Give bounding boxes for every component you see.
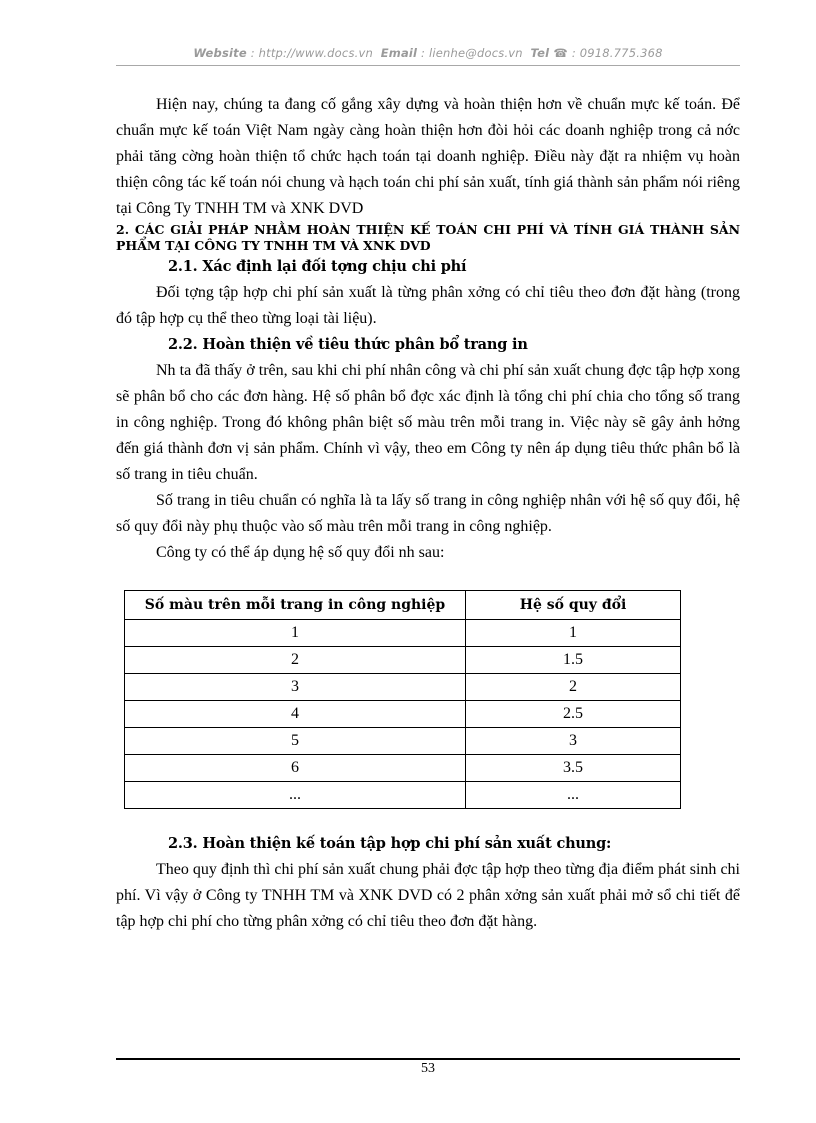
table-header-colors: Số màu trên mỗi trang in công nghiệp bbox=[125, 591, 466, 620]
paragraph-2-2-c: Công ty có thể áp dụng hệ số quy đổi nh sau: bbox=[156, 544, 445, 561]
table-cell-colors: 1 bbox=[125, 620, 466, 647]
table-cell-colors: 2 bbox=[125, 647, 466, 674]
table-header-coefficient: Hệ số quy đổi bbox=[466, 591, 681, 620]
table-cell-colors: 4 bbox=[125, 701, 466, 728]
intro-paragraph: Hiện nay, chúng ta đang cố gắng xây dựng và hoàn thiện hơn về chuẩn mực kế toán. Để chuẩn mực kế toán Việt Nam ngày càng hoàn thiện hơn đòi hỏi các doanh nghiệp trong cả nớc phải tăng cờng hoàn thiện tổ chức hạch toán tại doanh nghiệp. Điều này đặt ra nhiệm vụ hoàn thiện công tác kế toán nói chung và hạch toán chi phí sản xuất, tính giá thành sản phẩm nói riêng tại Công Ty TNHH TM và XNK DVD bbox=[116, 96, 740, 217]
table-cell-coefficient: 2 bbox=[466, 674, 681, 701]
table-row bbox=[125, 701, 681, 728]
website-value: : http://www.docs.vn bbox=[250, 46, 373, 60]
table-cell-coefficient: 3.5 bbox=[466, 755, 681, 782]
paragraph-2-2-a: Nh ta đã thấy ở trên, sau khi chi phí nhân công và chi phí sản xuất chung đợc tập hợp xong sẽ phân bổ cho các đơn hàng. Hệ số phân bổ đợc xác định là tổng chi phí chia cho tổng số trang in công nghiệp. Trong đó không phân biệt số màu trên mỗi trang in. Việc này sẽ gây ảnh hởng đến giá thành đơn vị sản phẩm. Chính vì vậy, theo em Công ty nên áp dụng tiêu thức phân bổ là số trang in tiêu chuẩn. bbox=[116, 362, 740, 483]
header-divider bbox=[116, 65, 740, 66]
email-value: : lienhe@docs.vn bbox=[421, 46, 523, 60]
heading-2-1: 2.1. Xác định lại đối tợng chịu chi phí bbox=[168, 258, 467, 275]
heading-2-2: 2.2. Hoàn thiện về tiêu thức phân bổ trang in bbox=[168, 336, 528, 353]
table-cell-colors: 6 bbox=[125, 755, 466, 782]
table-row bbox=[125, 647, 681, 674]
paragraph-2-1: Đối tợng tập hợp chi phí sản xuất là từng phân xởng có chỉ tiêu theo đơn đặt hàng (trong đó tập hợp cụ thể theo từng loại tài liệu). bbox=[116, 284, 740, 327]
tel-label: Tel ☎ bbox=[530, 46, 568, 60]
table-row bbox=[125, 674, 681, 701]
page-number: 53 bbox=[421, 1061, 435, 1076]
tel-value: : 0918.775.368 bbox=[571, 46, 663, 60]
table-row bbox=[125, 620, 681, 647]
table-row bbox=[125, 728, 681, 755]
email-label: Email bbox=[380, 46, 418, 60]
table-cell-colors: ... bbox=[125, 782, 466, 809]
document-body bbox=[116, 92, 740, 935]
footer-divider bbox=[116, 1058, 740, 1060]
table-header-row bbox=[125, 591, 681, 620]
table-row bbox=[125, 755, 681, 782]
website-label: Website bbox=[193, 46, 247, 60]
table-cell-coefficient: 2.5 bbox=[466, 701, 681, 728]
section-title: 2. CÁC GIẢI PHÁP NHẰM HOÀN THIỆN KẾ TOÁN CHI PHÍ VÀ TÍNH GIÁ THÀNH SẢN PHẨM TẠI CÔNG TY TNHH TM VÀ XNK DVD bbox=[116, 222, 740, 253]
table-cell-coefficient: 1 bbox=[466, 620, 681, 647]
page-header bbox=[116, 46, 740, 60]
table-cell-colors: 5 bbox=[125, 728, 466, 755]
table-cell-coefficient: 3 bbox=[466, 728, 681, 755]
paragraph-2-3: Theo quy định thì chi phí sản xuất chung phải đợc tập hợp theo từng địa điểm phát sinh chi phí. Vì vậy ở Công ty TNHH TM và XNK DVD có 2 phân xởng sản xuất phải mở sổ chi tiết để tập hợp chi phí cho từng phân xởng có chỉ tiêu theo đơn đặt hàng. bbox=[116, 861, 740, 930]
table-row bbox=[125, 782, 681, 809]
heading-2-3: 2.3. Hoàn thiện kế toán tập hợp chi phí sản xuất chung: bbox=[168, 835, 612, 852]
table-cell-coefficient: 1.5 bbox=[466, 647, 681, 674]
paragraph-2-2-b: Số trang in tiêu chuẩn có nghĩa là ta lấy số trang in công nghiệp nhân với hệ số quy đổi, hệ số quy đổi này phụ thuộc vào số màu trên mỗi trang in công nghiệp. bbox=[116, 492, 740, 535]
conversion-table bbox=[124, 590, 681, 809]
table-cell-colors: 3 bbox=[125, 674, 466, 701]
table-cell-coefficient: ... bbox=[466, 782, 681, 809]
